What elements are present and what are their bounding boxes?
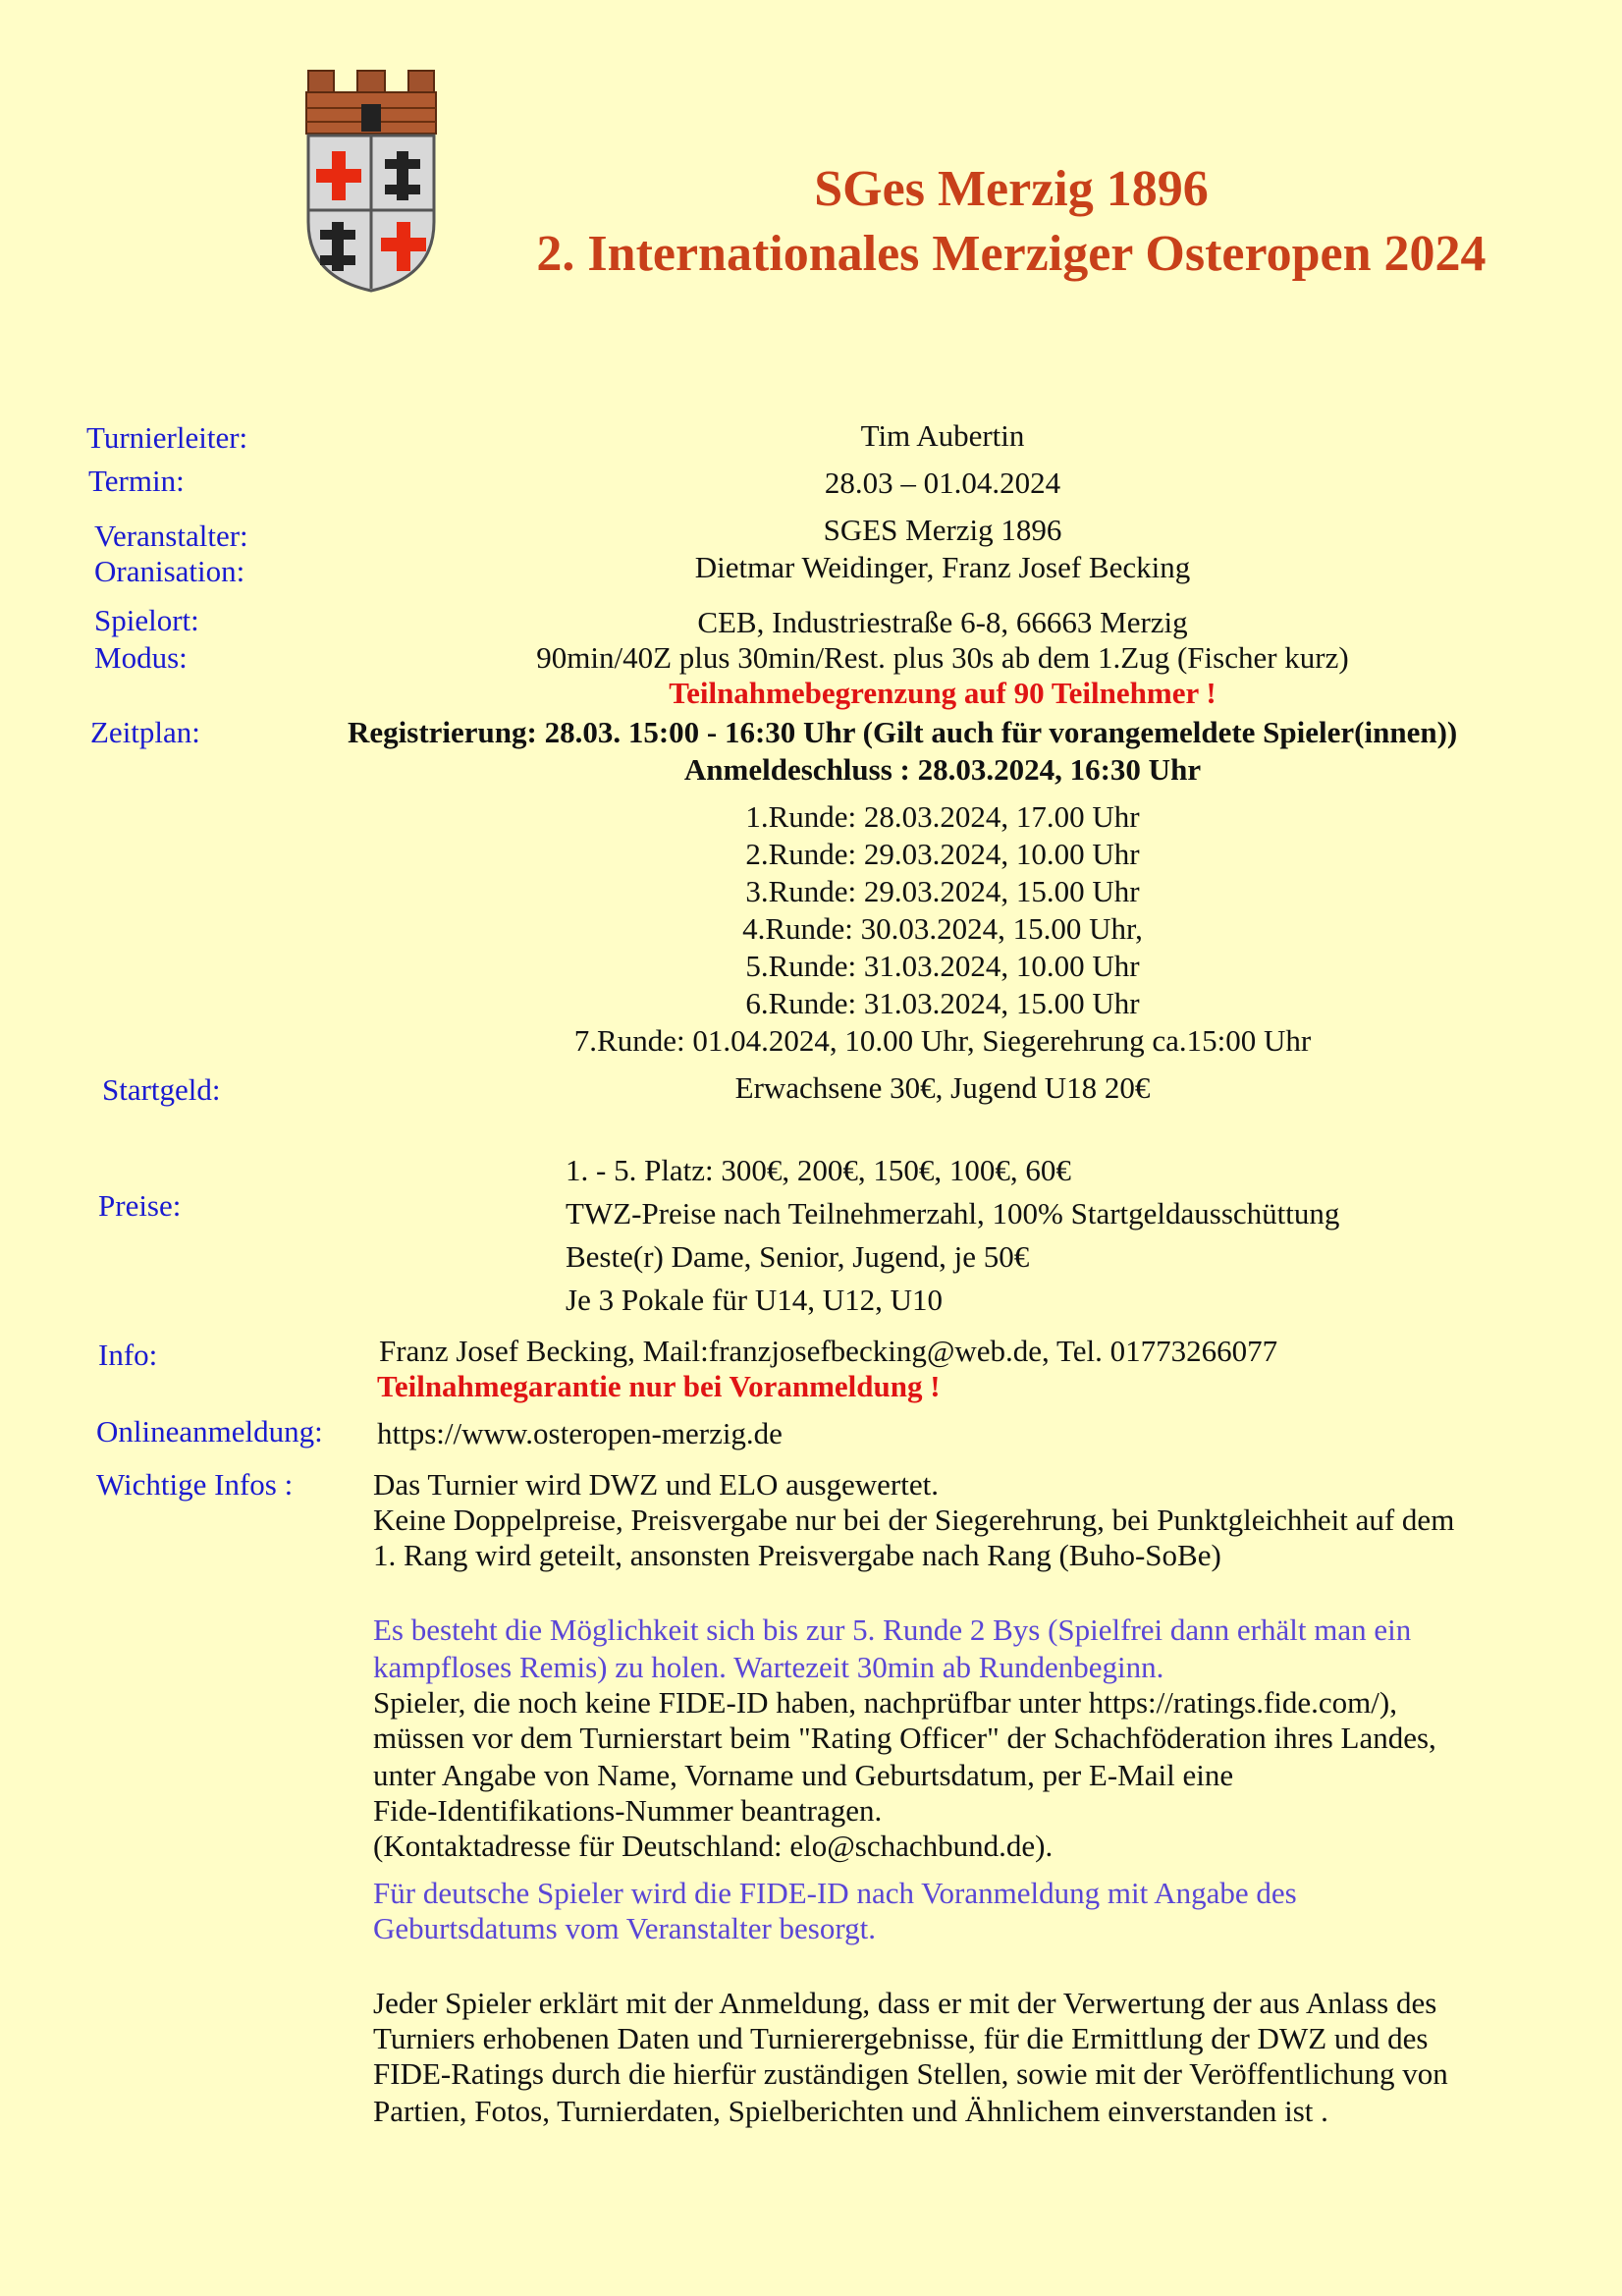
info-value: Franz Josef Becking, Mail:franzjosefbecking@web.de, Tel. 01773266077 [379, 1334, 1278, 1368]
termin-label: Termin: [88, 464, 185, 498]
coat-of-arms-icon [300, 65, 442, 299]
wichtig-line-3: 1. Rang wird geteilt, ansonsten Preisvergabe nach Rang (Buho-SoBe) [373, 1538, 1221, 1572]
german-line-2: Geburtsdatums vom Veranstalter besorgt. [373, 1911, 876, 1945]
consent-line-4: Partien, Fotos, Turnierdaten, Spielberichten und Ähnlichem einverstanden ist . [373, 2094, 1328, 2128]
organisation-label: Oranisation: [94, 554, 245, 588]
bye-line-2: kampfloses Remis) zu holen. Wartezeit 30min ab Rundenbeginn. [373, 1650, 1164, 1684]
title-line1: SGes Merzig 1896 [814, 161, 1209, 217]
preis-line-1: 1. - 5. Platz: 300€, 200€, 150€, 100€, 60€ [566, 1153, 1071, 1187]
spielort-label: Spielort: [94, 603, 199, 637]
fide-line-5: (Kontaktadresse für Deutschland: elo@schachbund.de). [373, 1829, 1054, 1863]
preis-line-4: Je 3 Pokale für U14, U12, U10 [566, 1283, 944, 1317]
consent-line-3: FIDE-Ratings durch die hierfür zuständigen Stellen, sowie mit der Veröffentlichung von [373, 2056, 1448, 2091]
round-1: 1.Runde: 28.03.2024, 17.00 Uhr [745, 799, 1140, 834]
round-2: 2.Runde: 29.03.2024, 10.00 Uhr [745, 837, 1140, 871]
termin-value: 28.03 – 01.04.2024 [824, 465, 1061, 500]
fide-line-1: Spieler, die noch keine FIDE-ID haben, nachprüfbar unter https://ratings.fide.com/), [373, 1685, 1397, 1720]
bye-line-1: Es besteht die Möglichkeit sich bis zur 5. Runde 2 Bys (Spielfrei dann erhält man ein [373, 1613, 1412, 1647]
round-6: 6.Runde: 31.03.2024, 15.00 Uhr [745, 986, 1140, 1020]
modus-label: Modus: [94, 640, 188, 675]
turnierleiter-label: Turnierleiter: [86, 420, 248, 455]
round-7: 7.Runde: 01.04.2024, 10.00 Uhr, Siegerehrung ca.15:00 Uhr [573, 1023, 1312, 1058]
modus-value: 90min/40Z plus 30min/Rest. plus 30s ab dem 1.Zug (Fischer kurz) [536, 640, 1349, 675]
preise-label: Preise: [98, 1188, 182, 1223]
organisation-value: Dietmar Weidinger, Franz Josef Becking [694, 550, 1191, 584]
veranstalter-label: Veranstalter: [94, 519, 248, 553]
onlineanmeldung-label: Onlineanmeldung: [96, 1414, 323, 1449]
wichtig-line-2: Keine Doppelpreise, Preisvergabe nur bei der Siegerehrung, bei Punktgleichheit auf dem [373, 1503, 1455, 1537]
info-warning: Teilnahmegarantie nur bei Voranmeldung ! [377, 1369, 941, 1403]
consent-line-2: Turniers erhobenen Daten und Turnierergebnisse, für die Ermittlung der DWZ und des [373, 2021, 1429, 2055]
preis-line-3: Beste(r) Dame, Senior, Jugend, je 50€ [566, 1239, 1030, 1274]
teilnahme-limit: Teilnahmebegrenzung auf 90 Teilnehmer ! [669, 676, 1216, 710]
zeitplan-label: Zeitplan: [90, 715, 200, 749]
spielort-value: CEB, Industriestraße 6-8, 66663 Merzig [697, 605, 1188, 639]
startgeld-label: Startgeld: [102, 1072, 221, 1107]
title-line2: 2. Internationales Merziger Osteropen 2024 [536, 226, 1487, 282]
fide-line-3: unter Angabe von Name, Vorname und Geburtsdatum, per E-Mail eine [373, 1758, 1234, 1792]
onlineanmeldung-link[interactable]: https://www.osteropen-merzig.de [377, 1416, 783, 1450]
anmeldeschluss: Anmeldeschluss : 28.03.2024, 16:30 Uhr [683, 752, 1202, 787]
startgeld-value: Erwachsene 30€, Jugend U18 20€ [734, 1070, 1151, 1105]
round-3: 3.Runde: 29.03.2024, 15.00 Uhr [745, 874, 1140, 908]
consent-line-1: Jeder Spieler erklärt mit der Anmeldung, dass er mit der Verwertung der aus Anlass des [373, 1986, 1437, 2020]
round-5: 5.Runde: 31.03.2024, 10.00 Uhr [745, 949, 1140, 983]
wichtige-infos-label: Wichtige Infos : [96, 1467, 294, 1502]
wichtig-line-1: Das Turnier wird DWZ und ELO ausgewertet. [373, 1467, 939, 1502]
turnierleiter-value: Tim Aubertin [860, 418, 1025, 453]
veranstalter-value: SGES Merzig 1896 [823, 513, 1062, 547]
fide-line-2: müssen vor dem Turnierstart beim "Rating Officer" der Schachföderation ihres Landes, [373, 1721, 1436, 1755]
fide-line-4: Fide-Identifikations-Nummer beantragen. [373, 1793, 883, 1828]
preis-line-2: TWZ-Preise nach Teilnehmerzahl, 100% Startgeldausschüttung [566, 1196, 1340, 1230]
german-line-1: Für deutsche Spieler wird die FIDE-ID nach Voranmeldung mit Angabe des [373, 1876, 1297, 1910]
info-label: Info: [98, 1338, 158, 1372]
registrierung: Registrierung: 28.03. 15:00 - 16:30 Uhr (Gilt auch für vorangemeldete Spieler(innen)) [348, 715, 1458, 749]
round-4: 4.Runde: 30.03.2024, 15.00 Uhr, [742, 911, 1143, 946]
